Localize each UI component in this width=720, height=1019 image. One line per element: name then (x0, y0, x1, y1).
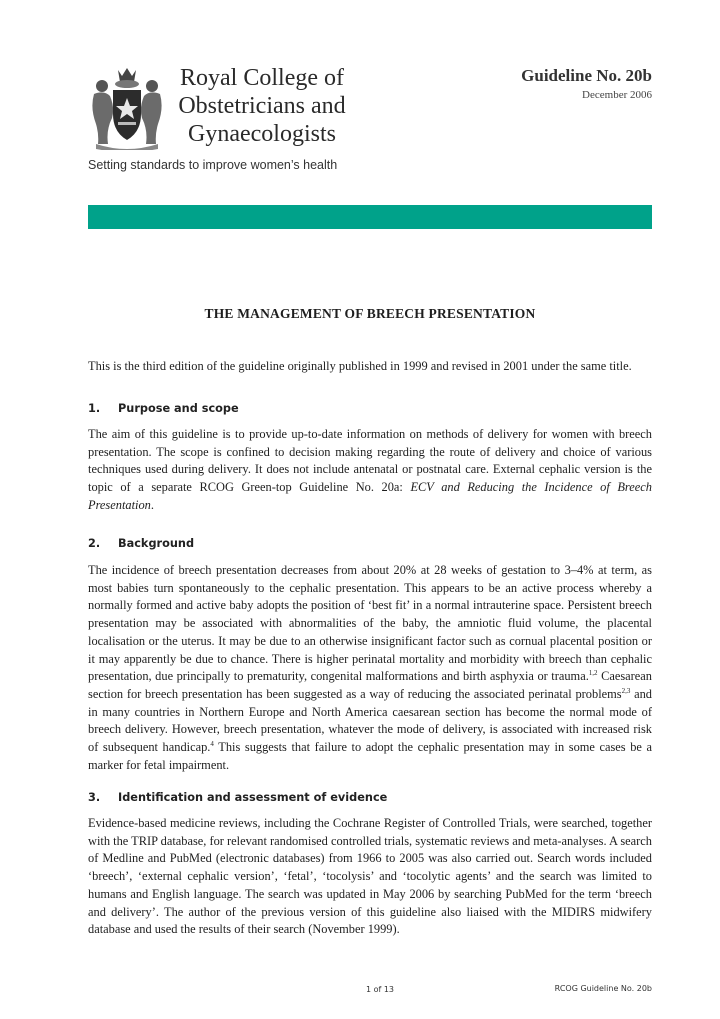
citation: 1,2 (588, 669, 598, 678)
section-body-background (88, 562, 652, 774)
document-title: THE MANAGEMENT OF BREECH PRESENTATION (204, 306, 536, 321)
body-text: The incidence of breech presentation decreases from about 20% at 28 weeks of gestation to 3–4% at term, as most babies turn spontaneously to the cephalic presentation. This appears to be an active process whereby a normally formed and active baby adopts the position of ‘best fit’ in a normal intrauterine space. Persistent breech presentation may be associated with abnormalities of the baby, the amniotic fluid volume, the placental localisation or the uterus. It may be due to an otherwise insignificant factor such as cornual placental position or it may apparently be due to chance. There is higher perinatal mortality and morbidity with breech than cephalic presentation, due principally to prematurity, congenital malformations and birth asphyxia or trauma. (88, 563, 652, 684)
page-header (88, 60, 652, 180)
section-number: 3. (88, 791, 101, 804)
coat-of-arms-icon (88, 64, 166, 150)
citation: 2,3 (621, 686, 631, 695)
tagline: Setting standards to improve women’s health (88, 158, 338, 172)
body-text: and in many countries in Northern Europe and North America caesarean section has become the normal mode of breech delivery. However, breech presentation, whatever the mode of delivery, is associated with increased risk of subsequent handicap. (88, 686, 652, 755)
citation: 4 (210, 740, 214, 749)
org-name-line: Obstetricians and (178, 93, 346, 119)
intro-paragraph: This is the third edition of the guideline originally published in 1999 and revised in 2001 under the same title. (88, 359, 632, 373)
section-title: Purpose and scope (118, 402, 239, 415)
section-number: 1. (88, 402, 101, 415)
org-name-line: Gynaecologists (188, 121, 336, 147)
section-heading-evidence (88, 791, 652, 804)
guideline-reference-title: ECV and Reducing the Incidence of Breech Presentation (88, 480, 652, 512)
section-number: 2. (88, 537, 101, 550)
organization-name (172, 64, 352, 148)
section-heading-background (88, 537, 652, 550)
section-title: Identification and assessment of evidence (118, 791, 388, 804)
section-heading-purpose (88, 402, 652, 415)
guideline-date: December 2006 (582, 89, 652, 101)
page-number: 1 of 13 (365, 985, 395, 994)
body-text: This suggests that failure to adopt the cephalic presentation may in some cases be a marker for fetal impairment. (88, 740, 652, 772)
body-text: Caesarean section for breech presentation has been suggested as a way of reducing the associated perinatal problems (88, 669, 652, 701)
footer-reference: RCOG Guideline No. 20b (554, 984, 652, 993)
body-text: The aim of this guideline is to provide up-to-date information on methods of delivery for women with breech presentation. The scope is confined to decision making regarding the route of delivery and choice of various techniques used during delivery. It does not include antenatal or postnatal care. External cephalic version is the topic of a separate RCOG Green-top Guideline No. 20a: (88, 427, 652, 495)
section-body-purpose (88, 426, 652, 515)
accent-band (88, 205, 652, 229)
org-name-line: Royal College of (180, 65, 344, 91)
section-body-evidence: Evidence-based medicine reviews, including the Cochrane Register of Controlled Trials, were searched, together with the TRIP database, for relevant randomised controlled trials, systematic reviews and meta-analyses. A search of Medline and PubMed (electronic databases) from 1966 to 2005 was also carried out. Search words included ‘breech’, ‘external cephalic version’, ‘fetal’, ‘tocolysis’ and ‘tocolytic agents’ and the search was limited to humans and English language. The search was updated in May 2006 by searching PubMed for the term ‘breech and delivery’. The author of the previous version of this guideline also liaised with the MIDIRS midwifery database and used the results of their search (November 1999). (88, 816, 652, 937)
section-title: Background (118, 537, 195, 550)
guideline-number: Guideline No. 20b (521, 66, 652, 85)
body-text: . (150, 497, 154, 512)
